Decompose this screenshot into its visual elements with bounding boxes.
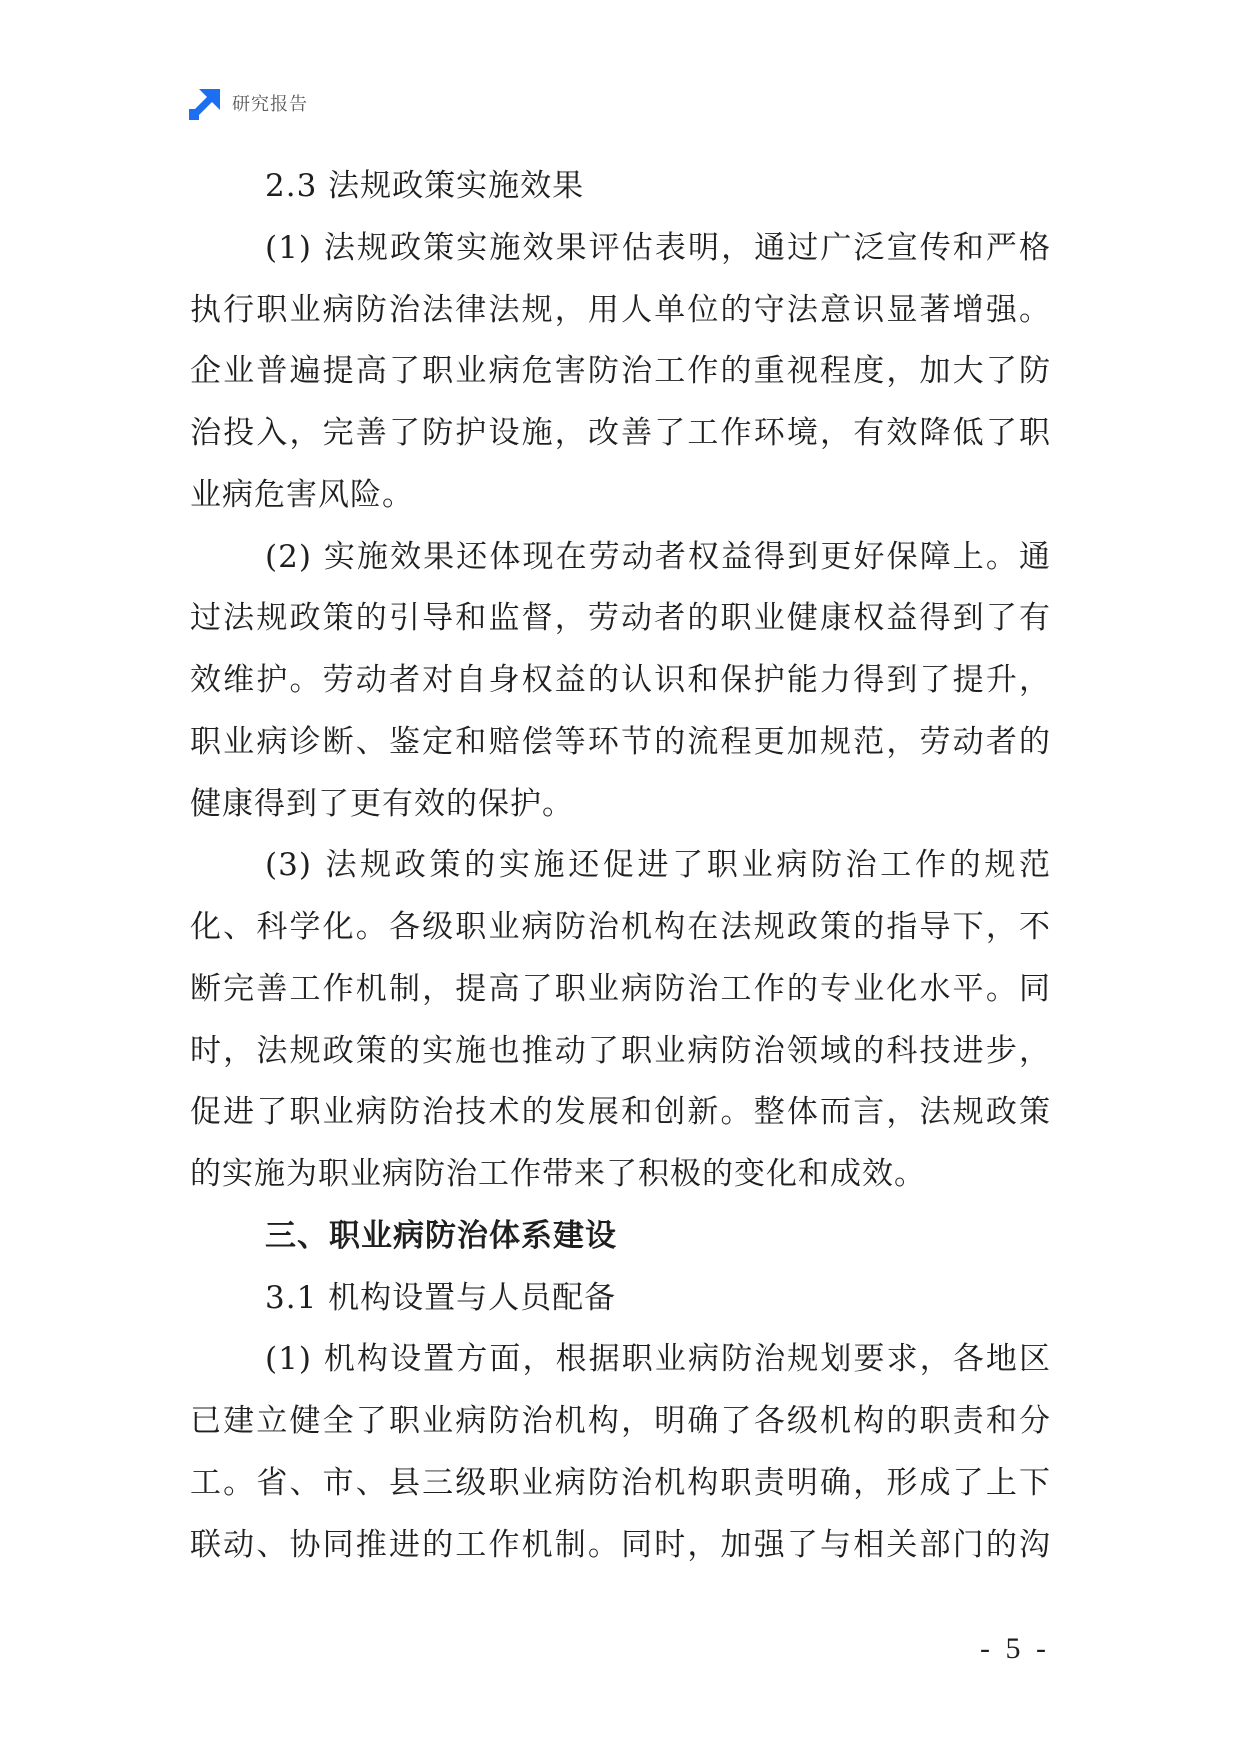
paragraph-line: (1) 法规政策实施效果评估表明，通过广泛宣传和严格: [265, 229, 1051, 266]
paragraph-line: 已建立健全了职业病防治机构，明确了各级机构的职责和分: [190, 1403, 1051, 1439]
paragraph-line: (1) 机构设置方面，根据职业病防治规划要求，各地区: [265, 1341, 1051, 1378]
paragraph-line: 联动、协同推进的工作机制。同时，加强了与相关部门的沟: [190, 1526, 1051, 1563]
paragraph-line: 工。省、市、县三级职业病防治机构职责明确，形成了上下: [190, 1464, 1051, 1501]
paragraph-line: (2) 实施效果还体现在劳动者权益得到更好保障上。通: [265, 538, 1051, 575]
paragraph-line: 治投入，完善了防护设施，改善了工作环境，有效降低了职: [190, 415, 1051, 451]
paragraph-line: 断完善工作机制，提高了职业病防治工作的专业化水平。同: [190, 970, 1051, 1007]
paragraph-line: (3) 法规政策的实施还促进了职业病防治工作的规范: [265, 847, 1051, 884]
paragraph-line: 促进了职业病防治技术的发展和创新。整体而言，法规政策: [190, 1094, 1051, 1131]
paragraph-line: 企业普遍提高了职业病危害防治工作的重视程度，加大了防: [190, 353, 1051, 390]
document-body: [190, 156, 1051, 1576]
logo-graphic: [188, 88, 221, 121]
paragraph-line: 化、科学化。各级职业病防治机构在法规政策的指导下，不: [190, 909, 1051, 945]
paragraph-line: 效维护。劳动者对自身权益的认识和保护能力得到了提升，: [190, 662, 1051, 698]
paragraph-line: 职业病诊断、鉴定和赔偿等环节的流程更加规范，劳动者的: [190, 723, 1051, 760]
paragraph-line: 业病危害风险。: [190, 476, 414, 513]
logo-base-block: [189, 109, 199, 120]
paragraph-3-1-1: [190, 1329, 1051, 1576]
paragraph-line: 时，法规政策的实施也推动了职业病防治领域的科技进步，: [190, 1032, 1051, 1069]
section-heading-2-3: 2.3 法规政策实施效果: [265, 168, 585, 204]
paragraph-2-3-2: [190, 527, 1051, 836]
paragraph-line: 的实施为职业病防治工作带来了积极的变化和成效。: [190, 1156, 926, 1192]
section-heading-3-1: 3.1 机构设置与人员配备: [265, 1279, 617, 1316]
paragraph-2-3-3: [190, 835, 1051, 1206]
arrow-up-right-logo-icon: [188, 88, 221, 121]
paragraph-2-3-1: [190, 218, 1051, 527]
paragraph-line: 执行职业病防治法律法规，用人单位的守法意识显著增强。: [190, 291, 1051, 328]
chapter-heading-3: 三、职业病防治体系建设: [265, 1217, 617, 1254]
page-number: - 5 -: [980, 1632, 1050, 1665]
paragraph-line: 健康得到了更有效的保护。: [190, 785, 574, 822]
paragraph-line: 过法规政策的引导和监督，劳动者的职业健康权益得到了有: [190, 600, 1051, 637]
report-type-label: 研究报告: [232, 94, 308, 115]
